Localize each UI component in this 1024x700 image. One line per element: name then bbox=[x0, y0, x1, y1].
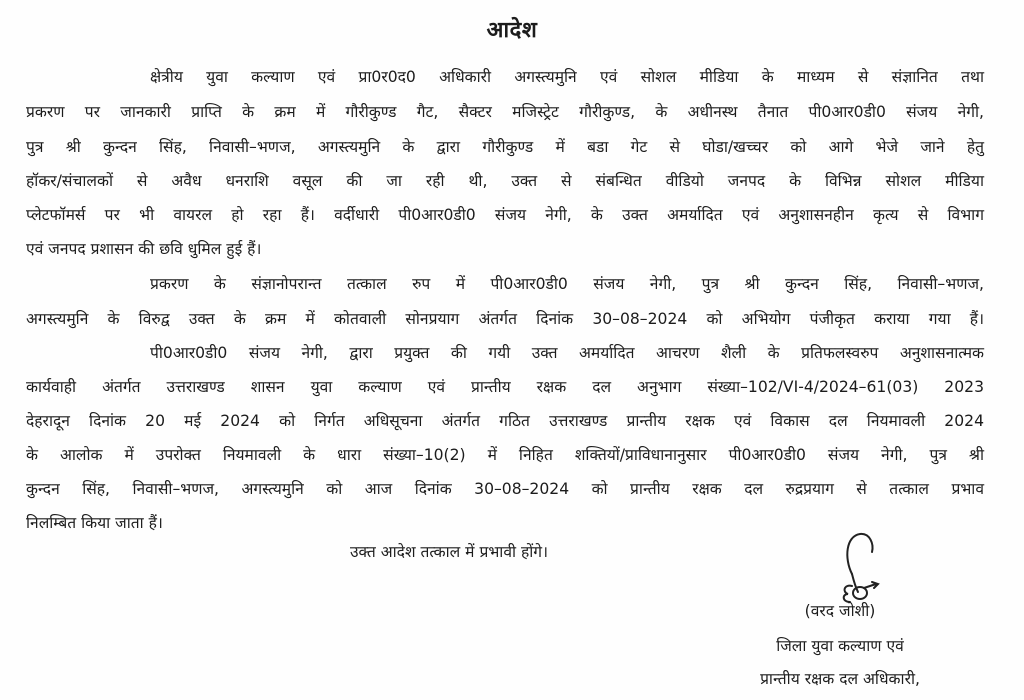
paragraph-3-line-2: कार्यवाही अंतर्गत उत्तराखण्ड शासन युवा कल्याण एवं प्रान्तीय रक्षक दल अनुभाग संख्या–102/VI-4/2024–61(03) 2023 bbox=[26, 378, 984, 396]
paragraph-3-line-6: निलम्बित किया जाता हैं। bbox=[26, 514, 163, 532]
paragraph-3-line-1: पी0आर0डी0 संजय नेगी, द्वारा प्रयुक्त की गयी उक्त अमर्यादित आचरण शैली के प्रतिफलस्वरुप अनुशासनात्मक bbox=[150, 344, 984, 362]
paragraph-3-line-4: के आलोक में उपरोक्त नियमावली के धारा संख्या–10(2) में निहित शक्तियों/प्राविधानानुसार पी0आर0डी0 संजय नेगी, पुत्र श्री bbox=[26, 446, 984, 464]
paragraph-1-line-5: प्लेटफॉमर्स पर भी वायरल हो रहा हैं। वर्दीधारी पी0आर0डी0 संजय नेगी, के उक्त अमर्यादित एवं अनुशासनहीन कृत्य से विभाग bbox=[26, 206, 984, 224]
closing-statement: उक्त आदेश तत्काल में प्रभावी होंगे। bbox=[350, 543, 548, 561]
signatory-name: (वरद जोशी) bbox=[804, 602, 876, 620]
document-title: आदेश bbox=[486, 18, 538, 43]
paragraph-1-line-6: एवं जनपद प्रशासन की छवि धुमिल हुई हैं। bbox=[26, 240, 262, 258]
paragraph-3-line-3: देहरादून दिनांक 20 मई 2024 को निर्गत अधिसूचना अंतर्गत गठित उत्तराखण्ड प्रान्तीय रक्षक एवं विकास दल नियमावली 2024 bbox=[26, 412, 984, 430]
signatory-designation-line-1: जिला युवा कल्याण एवं bbox=[776, 637, 904, 655]
paragraph-1-line-1: क्षेत्रीय युवा कल्याण एवं प्रा0र0द0 अधिकारी अगस्त्यमुनि एवं सोशल मीडिया के माध्यम से संज्ञानित तथा bbox=[150, 68, 984, 86]
paragraph-1-line-2: प्रकरण पर जानकारी प्राप्ति के क्रम में गौरीकुण्ड गैट, सैक्टर मजिस्ट्रेट गौरीकुण्ड, के अधीनस्थ तैनात पी0आर0डी0 संजय नेगी, bbox=[26, 103, 984, 121]
signatory-designation-line-2: प्रान्तीय रक्षक दल अधिकारी, bbox=[760, 670, 920, 688]
paragraph-3-line-5: कुन्दन सिंह, निवासी–भणज, अगस्त्यमुनि को आज दिनांक 30–08–2024 को प्रान्तीय रक्षक दल रुद्रप्रयाग से तत्काल प्रभाव bbox=[26, 480, 984, 498]
paragraph-2-line-1: प्रकरण के संज्ञानोपरान्त तत्काल रुप में पी0आर0डी0 संजय नेगी, पुत्र श्री कुन्दन सिंह, निवासी–भणज, bbox=[150, 275, 984, 293]
paragraph-2-line-2: अगस्त्यमुनि के विरुद्व उक्त के क्रम में कोतवाली सोनप्रयाग अंतर्गत दिनांक 30–08–2024 को अभियोग पंजीकृत कराया गया हैं। bbox=[26, 310, 984, 328]
paragraph-1-line-4: हॉकर/संचालकों से अवैध धनराशि वसूल की जा रही थी, उक्त से संबन्धित वीडियो जनपद के विभिन्न सोशल मीडिया bbox=[26, 172, 984, 190]
paragraph-1-line-3: पुत्र श्री कुन्दन सिंह, निवासी–भणज, अगस्त्यमुनि के द्वारा गौरीकुण्ड में बडा गेट से घोडा/खच्चर को आगे भेजे जाने हेतु bbox=[26, 138, 984, 156]
signature-icon bbox=[800, 530, 920, 610]
